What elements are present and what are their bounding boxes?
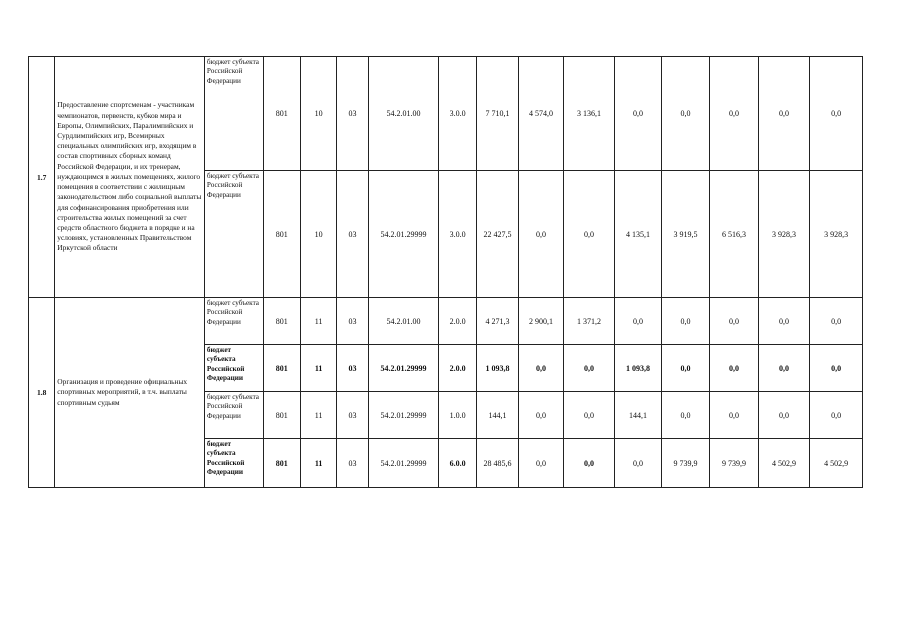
table-row [29,57,863,171]
funding-source: бюджет субъекта Российской Федерации [204,439,263,488]
year-value: 4 574,0 [519,57,563,171]
funding-source: бюджет субъекта Российской Федерации [204,345,263,392]
year-value: 0,0 [661,57,710,171]
year-value: 0,0 [615,439,662,488]
rz-cell: 11 [300,392,336,439]
funding-source: бюджет субъекта Российской Федерации [204,298,263,345]
year-value: 0,0 [710,392,759,439]
year-value: 3 136,1 [563,57,615,171]
year-value: 0,0 [661,392,710,439]
kvsr-cell: 801 [263,298,300,345]
pr-cell: 03 [337,171,368,298]
pr-cell: 03 [337,439,368,488]
vr-cell: 3.0.0 [439,171,476,298]
year-value: 144,1 [615,392,662,439]
measure-description: Предоставление спортсменам - участникам чемпионатов, первенств, кубков мира и Европы, Олимпийских, Паралимпийских и Сурдлимпийских игр, Всемирных специальных олимпийских игр, входящим в состав спортивных сборных команд Российской Федерации, и их тренерам, нуждающимся в жилых помещениях, жилого помещения в соответствии с жилищным законодательством либо социальной выплаты для софинансирования приобретения или строительства жилых помещений за счет средств областного бюджета в порядке и на условиях, установленных Правительством Иркутской области [55,57,205,298]
year-value: 4 135,1 [615,171,662,298]
year-value: 2 900,1 [519,298,563,345]
table-row [29,298,863,345]
rz-cell: 10 [300,57,336,171]
year-value: 0,0 [519,392,563,439]
year-value: 0,0 [710,345,759,392]
year-value: 4 502,9 [810,439,863,488]
year-value: 0,0 [615,57,662,171]
year-value: 0,0 [615,298,662,345]
year-value: 0,0 [810,345,863,392]
csr-cell: 54.2.01.29999 [368,392,439,439]
total-cell: 22 427,5 [476,171,518,298]
total-cell: 144,1 [476,392,518,439]
year-value: 9 739,9 [661,439,710,488]
pr-cell: 03 [337,345,368,392]
vr-cell: 3.0.0 [439,57,476,171]
vr-cell: 2.0.0 [439,345,476,392]
year-value: 3 928,3 [758,171,810,298]
csr-cell: 54.2.01.29999 [368,439,439,488]
csr-cell: 54.2.01.29999 [368,171,439,298]
vr-cell: 2.0.0 [439,298,476,345]
pr-cell: 03 [337,298,368,345]
pr-cell: 03 [337,392,368,439]
year-value: 0,0 [758,57,810,171]
kvsr-cell: 801 [263,171,300,298]
year-value: 0,0 [661,298,710,345]
csr-cell: 54.2.01.00 [368,57,439,171]
csr-cell: 54.2.01.29999 [368,345,439,392]
year-value: 0,0 [563,439,615,488]
year-value: 0,0 [810,298,863,345]
rz-cell: 11 [300,298,336,345]
year-value: 0,0 [758,298,810,345]
rz-cell: 11 [300,439,336,488]
year-value: 4 502,9 [758,439,810,488]
total-cell: 28 485,6 [476,439,518,488]
funding-source: бюджет субъекта Российской Федерации [204,392,263,439]
year-value: 0,0 [563,392,615,439]
total-cell: 4 271,3 [476,298,518,345]
year-value: 1 371,2 [563,298,615,345]
csr-cell: 54.2.01.00 [368,298,439,345]
budget-table [28,56,863,488]
total-cell: 7 710,1 [476,57,518,171]
year-value: 0,0 [661,345,710,392]
row-index: 1.7 [29,57,55,298]
year-value: 0,0 [710,57,759,171]
year-value: 0,0 [810,392,863,439]
kvsr-cell: 801 [263,345,300,392]
year-value: 3 919,5 [661,171,710,298]
year-value: 0,0 [519,439,563,488]
year-value: 0,0 [710,298,759,345]
year-value: 1 093,8 [615,345,662,392]
total-cell: 1 093,8 [476,345,518,392]
year-value: 0,0 [563,345,615,392]
year-value: 3 928,3 [810,171,863,298]
year-value: 0,0 [758,345,810,392]
rz-cell: 10 [300,171,336,298]
measure-description: Организация и проведение официальных спортивных мероприятий, в т.ч. выплаты спортивным судьям [55,298,205,488]
year-value: 9 739,9 [710,439,759,488]
year-value: 0,0 [758,392,810,439]
rz-cell: 11 [300,345,336,392]
year-value: 0,0 [519,345,563,392]
vr-cell: 1.0.0 [439,392,476,439]
vr-cell: 6.0.0 [439,439,476,488]
funding-source: бюджет субъекта Российской Федерации [204,57,263,171]
kvsr-cell: 801 [263,57,300,171]
year-value: 6 516,3 [710,171,759,298]
funding-source: бюджет субъекта Российской Федерации [204,171,263,298]
year-value: 0,0 [563,171,615,298]
year-value: 0,0 [519,171,563,298]
kvsr-cell: 801 [263,439,300,488]
year-value: 0,0 [810,57,863,171]
row-index: 1.8 [29,298,55,488]
pr-cell: 03 [337,57,368,171]
kvsr-cell: 801 [263,392,300,439]
